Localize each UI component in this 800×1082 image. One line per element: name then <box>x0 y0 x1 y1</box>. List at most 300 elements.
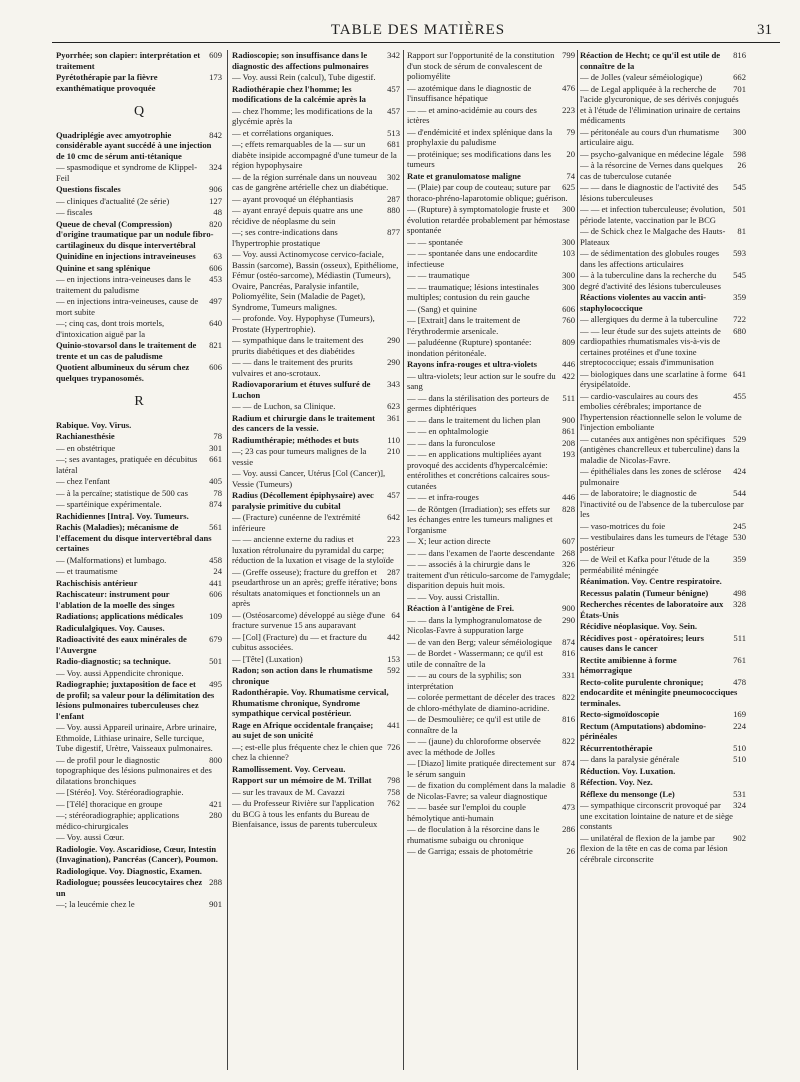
index-entry <box>580 84 746 126</box>
entry-page-number: 290 <box>562 614 575 625</box>
index-entry <box>56 611 222 622</box>
index-entry <box>56 72 222 93</box>
index-entry <box>407 780 575 801</box>
entry-text: Quinine et sang splénique <box>56 262 151 273</box>
entry-page-number: 510 <box>733 754 746 764</box>
index-entry <box>56 296 222 317</box>
entry-text: Rachidiennes [Intra]. Voy. Tumeurs. <box>56 510 189 521</box>
entry-page-number: 173 <box>209 72 222 82</box>
entry-text: Radius (Décollement épiphysaire) avec paralysie primitive du cubital <box>232 490 374 511</box>
entry-text: — spasmodique et syndrome de Klippel-Feil <box>56 162 198 183</box>
entry-text: — de Weil et Kafka pour l'étude de la perméabilité méningée <box>580 554 710 575</box>
index-entry <box>232 128 400 139</box>
index-entry <box>407 692 575 713</box>
entry-page-number: 662 <box>733 72 746 82</box>
column-divider <box>227 50 228 1070</box>
entry-page-number: 901 <box>209 899 222 909</box>
entry-page-number: 861 <box>562 426 575 436</box>
entry-text: — de Röntgen (Irradiation); ses effets sur les échanges entre les tumeurs malignes et l'organisme <box>407 503 553 535</box>
index-entry <box>407 393 575 414</box>
entry-page-number: 820 <box>209 218 222 229</box>
index-entry <box>407 149 575 170</box>
entry-text: — paludéenne (Rupture) spontanée: inondation péritonéale. <box>407 337 532 358</box>
index-entry <box>56 866 222 877</box>
index-entry <box>56 511 222 522</box>
entry-page-number: 359 <box>733 554 746 564</box>
entry-page-number: 342 <box>387 50 400 60</box>
index-entry <box>232 194 400 205</box>
entry-page-number: 421 <box>209 798 222 809</box>
index-entry <box>407 648 575 669</box>
entry-page-number: 510 <box>733 742 746 753</box>
entry-page-number: 457 <box>387 83 400 94</box>
entry-page-number: 679 <box>209 634 222 644</box>
index-entry <box>580 743 746 754</box>
entry-text: Rabique. Voy. Virus. <box>56 419 132 430</box>
entry-page-number: 208 <box>562 437 575 448</box>
index-entry <box>232 446 400 467</box>
entry-text: — — Voy. aussi Cristallin. <box>407 591 500 602</box>
entry-page-number: 874 <box>562 636 575 647</box>
entry-text: — unilatéral de flexion de la jambe par flexion de la tête en cas de coma par lésion cérébrale circonscrite <box>580 832 728 864</box>
entry-text: — cardio-vasculaires au cours des embolies cérébrales; importance de l'hypertension réactionnelle selon le volume de l'injection emboliante <box>580 390 742 432</box>
entry-text: — — basée sur l'emploi du couple hémolytique anti-humain <box>407 802 526 823</box>
entry-text: — épithéliales dans les zones de sclérose pulmonaire <box>580 466 722 487</box>
entry-text: — protéinique; ses modifications dans les tumeurs <box>407 148 551 169</box>
entry-page-number: 331 <box>562 670 575 680</box>
index-entry <box>232 72 400 83</box>
index-entry <box>407 670 575 691</box>
entry-text: Questions fiscales <box>56 184 121 194</box>
entry-text: —; 23 cas pour tumeurs malignes de la vessie <box>232 446 367 467</box>
entry-page-number: 606 <box>562 303 575 314</box>
index-entry <box>407 758 575 779</box>
index-entry <box>56 207 222 218</box>
index-entry <box>580 488 746 520</box>
index-entry <box>56 184 222 195</box>
entry-text: Quinio-stovarsol dans le traitement de trente et un cas de paludisme <box>56 340 197 361</box>
index-entry <box>580 621 746 632</box>
index-entry <box>580 326 746 368</box>
index-entry <box>56 454 222 475</box>
entry-text: — de Jolles (valeur séméiologique) <box>580 72 703 82</box>
index-entry <box>407 615 575 636</box>
entry-text: — de laboratoire; le diagnostic de l'inactivité ou de l'absence de la tuberculose par les <box>580 488 744 519</box>
entry-page-number: 476 <box>562 82 575 93</box>
index-entry <box>407 802 575 823</box>
index-entry <box>407 127 575 148</box>
index-entry <box>56 877 222 898</box>
index-entry <box>580 599 746 620</box>
entry-text: — — traumatique; lésions intestinales multiples; contusion du rein gauche <box>407 281 539 302</box>
entry-page-number: 906 <box>209 184 222 194</box>
entry-text: Recto-colite purulente chronique; endocardite et méningite pneumococciques terminales. <box>580 676 738 708</box>
index-entry <box>580 777 746 788</box>
entry-text: Rate et granulomatose maligne <box>407 170 521 181</box>
index-entry <box>407 592 575 603</box>
entry-page-number: 20 <box>566 148 575 159</box>
index-entry <box>407 282 575 303</box>
index-entry <box>56 420 222 431</box>
index-entry <box>56 755 222 787</box>
index-entry <box>580 292 746 313</box>
entry-text: Radiologique. Voy. Diagnostic, Examen. <box>56 865 202 876</box>
entry-page-number: 478 <box>733 676 746 687</box>
index-entry <box>580 182 746 203</box>
index-entry <box>56 318 222 339</box>
index-entry <box>56 844 222 865</box>
index-entry <box>56 431 222 442</box>
entry-text: — vaso-motrices du foie <box>580 520 666 531</box>
index-entry <box>580 369 746 390</box>
entry-page-number: 442 <box>387 631 400 642</box>
entry-text: Quotient albumineux du sérum chez quelques trypanosomés. <box>56 362 190 383</box>
entry-page-number: 799 <box>562 50 575 60</box>
entry-page-number: 324 <box>733 800 746 810</box>
entry-text: — — dans le traitement du lichen plan <box>407 414 541 425</box>
index-entry <box>580 800 746 832</box>
entry-text: — en injections intra-veineuses, cause de mort subite <box>56 296 199 317</box>
entry-text: Rachis (Maladies); mécanisme de l'effacement du disque intervertébral dans certaines <box>56 522 212 553</box>
entry-text: — — ancienne externe du radius et luxation rétrolunaire du pyramidal du carpe; réduction de la luxation et visage de la styloïde <box>232 534 394 565</box>
entry-text: — Voy. aussi Rein (calcul), Tube digestif. <box>232 72 376 82</box>
entry-text: — à la tuberculine dans la recherche du degré d'activité des lésions tuberculeuses <box>580 270 721 291</box>
index-entry <box>407 371 575 392</box>
entry-text: — azotémique dans le diagnostic de l'insuffisance hépatique <box>407 82 532 103</box>
entry-page-number: 816 <box>733 50 746 60</box>
index-entry <box>580 554 746 575</box>
index-entry <box>232 357 400 378</box>
entry-page-number: 625 <box>562 182 575 192</box>
entry-page-number: 268 <box>562 547 575 558</box>
index-entry <box>56 578 222 589</box>
entry-text: — de la région surrénale dans un nouveau cas de gangrène artérielle chez un diabétique. <box>232 171 389 192</box>
entry-page-number: 822 <box>562 736 575 746</box>
entry-page-number: 457 <box>387 105 400 116</box>
entry-page-number: 153 <box>387 653 400 664</box>
entry-page-number: 26 <box>566 846 575 856</box>
entry-text: — — et amino-acidémie au cours des ictères <box>407 104 537 125</box>
entry-text: Radio-diagnostic; sa technique. <box>56 656 171 666</box>
entry-text: — de van den Berg; valeur séméiologique <box>407 636 552 647</box>
index-entry <box>232 775 400 786</box>
entry-text: — vestibulaires dans les tumeurs de l'étage postérieur <box>580 532 729 553</box>
index-entry <box>580 576 746 587</box>
entry-page-number: 109 <box>209 611 222 621</box>
entry-page-number: 79 <box>566 126 575 137</box>
entry-text: — — dans le diagnostic de l'activité des lésions tuberculeuses <box>580 182 719 203</box>
index-entry <box>580 833 746 865</box>
index-entry <box>407 603 575 614</box>
index-entry <box>580 270 746 291</box>
entry-page-number: 726 <box>387 741 400 752</box>
index-entry <box>232 687 400 719</box>
entry-page-number: 598 <box>733 148 746 159</box>
index-entry <box>580 204 746 225</box>
entry-text: Rachiscateur: instrument pour l'ablation de la moelle des singes <box>56 589 175 610</box>
entry-page-number: 103 <box>562 248 575 258</box>
entry-text: — [Diazo] limite pratiquée directement sur le sérum sanguin <box>407 758 556 779</box>
entry-text: — — dans l'examen de l'aorte descendante <box>407 547 555 558</box>
entry-text: —; ses avantages, pratiquée en décubitus latéral <box>56 454 198 475</box>
entry-page-number: 701 <box>733 83 746 94</box>
entry-text: — de Bordet - Wassermann; ce qu'il est utile de connaître de la <box>407 648 544 669</box>
index-entry <box>580 50 746 71</box>
index-entry <box>56 810 222 831</box>
entry-page-number: 816 <box>562 714 575 724</box>
index-entry <box>407 504 575 536</box>
entry-text: — de Desmoulière; ce qu'il est utile de connaître de la <box>407 714 541 735</box>
entry-page-number: 641 <box>733 368 746 379</box>
entry-text: — — et infection tuberculeuse; évolution, période latente, vaccination par le BCG <box>580 204 726 225</box>
index-entry <box>580 434 746 466</box>
entry-text: Rachianesthésie <box>56 431 115 441</box>
index-entry <box>580 709 746 720</box>
entry-page-number: 606 <box>209 262 222 273</box>
index-entry <box>232 172 400 193</box>
entry-page-number: 473 <box>562 802 575 812</box>
entry-page-number: 561 <box>209 522 222 532</box>
index-entry <box>407 50 575 82</box>
entry-text: — [Stéréo]. Voy. Stéréoradiographie. <box>56 787 184 797</box>
index-entry <box>56 219 222 251</box>
entry-text: —; stéréoradiographie; applications médico-chirurgicales <box>56 810 180 831</box>
entry-text: — sur les travaux de M. Cavazzi <box>232 786 345 797</box>
entry-page-number: 287 <box>387 193 400 204</box>
index-entry <box>232 610 400 631</box>
entry-text: — Voy. aussi Cancer, Utérus [Col (Cancer)], Vessie (Tumeurs) <box>232 468 386 489</box>
index-entry <box>407 846 575 857</box>
entry-page-number: 286 <box>562 824 575 834</box>
index-entry <box>580 766 746 777</box>
entry-page-number: 223 <box>387 534 400 544</box>
entry-text: — — de Luchon, sa Clinique. <box>232 401 336 411</box>
index-entry <box>56 130 222 162</box>
index-entry <box>580 532 746 553</box>
entry-text: — de floculation à la résorcine dans le rhumatisme subaigu ou chronique <box>407 824 540 845</box>
index-entry <box>56 50 222 71</box>
entry-text: — — dans la lymphogranulomatose de Nicolas-Favre à suppuration large <box>407 614 542 635</box>
entry-text: — Voy. aussi Cœur. <box>56 832 125 842</box>
entry-text: — cutanées aux antigènes non spécifiques (antigènes chancrelleux et tuberculine) dans la maladie de Nicolas-Favre. <box>580 433 740 465</box>
index-entry <box>56 263 222 274</box>
entry-text: — colorée permettant de déceler des traces de chloro-méthylate de diamino-acridine. <box>407 692 555 713</box>
index-entry <box>232 379 400 400</box>
entry-page-number: 359 <box>733 292 746 302</box>
entry-text: — — au cours de la syphilis; son interprétation <box>407 670 522 691</box>
index-entry <box>56 476 222 487</box>
index-entry <box>407 426 575 437</box>
index-entry <box>232 50 400 71</box>
entry-page-number: 78 <box>213 431 222 441</box>
index-entry <box>56 443 222 454</box>
entry-text: Récidive néoplasique. Voy. Sein. <box>580 621 697 631</box>
index-entry <box>580 248 746 269</box>
entry-text: — — associés à la chirurgie dans le traitement d'un réticulo-sarcome de l'amygdale; disparition depuis huit mois. <box>407 559 571 590</box>
entry-text: Rachischisis antérieur <box>56 577 138 588</box>
entry-text: — de Garriga; essais de photométrie <box>407 846 533 856</box>
entry-text: — profonde. Voy. Hypophyse (Tumeurs), Prostate (Hypertrophie). <box>232 313 375 334</box>
index-entry <box>232 567 400 609</box>
entry-page-number: 900 <box>562 603 575 613</box>
entry-text: — (Ostéosarcome) développé au siège d'une fracture survenue 15 ans auparavant <box>232 609 386 630</box>
entry-page-number: 531 <box>733 788 746 799</box>
entry-text: Rectum (Amputations) abdomino-périnéales <box>580 720 707 741</box>
entry-text: Réaction de Hecht; ce qu'il est utile de connaître de la <box>580 50 721 71</box>
entry-page-number: 822 <box>562 692 575 702</box>
entry-page-number: 758 <box>387 786 400 797</box>
index-entry <box>56 522 222 554</box>
entry-page-number: 593 <box>733 248 746 258</box>
entry-page-number: 458 <box>209 554 222 565</box>
entry-page-number: 424 <box>733 466 746 476</box>
entry-text: Radium et chirurgie dans le traitement des cancers de la vessie. <box>232 412 375 433</box>
entry-text: — Voy. aussi Actinomycose cervico-faciale, Bassin (sarcome), Bassin (osseux), Epithéliome, Fémur (ostéo-sarcome), Médiastin (Tumeurs), Ovaire, Pancréas, Paralysie infantile, Poliomyélite, Sein (Maladie de Paget), Syndrome, Tumeurs malignes. <box>232 249 399 312</box>
entry-page-number: 288 <box>209 877 222 887</box>
page-header <box>60 22 776 42</box>
index-entry <box>232 512 400 533</box>
entry-page-number: 874 <box>209 499 222 509</box>
index-entry <box>232 534 400 566</box>
entry-text: — de Legal appliquée à la recherche de l'acide glycuronique, de ses dérivés conjugués et à l'étude de l'élimination urinaire de certains médicaments <box>580 83 741 125</box>
entry-page-number: 287 <box>387 566 400 577</box>
entry-text: — — dans la furonculose <box>407 437 496 448</box>
index-column-2 <box>232 50 400 1074</box>
index-entry <box>56 589 222 610</box>
entry-page-number: 511 <box>733 632 746 643</box>
entry-text: Rapport sur l'opportunité de la constitution d'un stock de sérum de convalescent de poliomyélite <box>407 50 555 81</box>
index-entry <box>580 655 746 676</box>
index-entry <box>56 274 222 295</box>
index-entry <box>580 391 746 433</box>
index-entry <box>407 315 575 336</box>
entry-page-number: 877 <box>387 227 400 237</box>
index-entry <box>232 335 400 356</box>
index-entry <box>232 401 400 412</box>
entry-page-number: 290 <box>387 335 400 345</box>
entry-text: Radonthérapie. Voy. Rhumatisme cervical, Rhumatisme chronique, Syndrome sympathique cervical postérieur. <box>232 687 389 718</box>
index-entry <box>580 127 746 148</box>
entry-page-number: 761 <box>733 654 746 665</box>
index-entry <box>56 799 222 810</box>
entry-page-number: 48 <box>213 207 222 217</box>
entry-text: —; la leucémie chez le <box>56 899 135 909</box>
index-entry <box>232 139 400 171</box>
entry-text: — de Schick chez le Malgache des Hauts-Plateaux <box>580 226 726 247</box>
entry-text: Quinidine en injections intraveineuses <box>56 251 196 261</box>
entry-text: Radioactivité des eaux minérales de l'Auvergne <box>56 634 187 655</box>
entry-text: Radiations; applications médicales <box>56 611 184 621</box>
index-entry <box>407 204 575 236</box>
entry-page-number: 809 <box>562 337 575 347</box>
index-column-3 <box>407 50 575 1074</box>
entry-page-number: 300 <box>733 126 746 137</box>
entry-text: — (Rupture) à symptomatologie fruste et évolution retardée probablement par hémostase spontanée <box>407 204 570 235</box>
index-column-4 <box>580 50 746 1074</box>
entry-text: Réactions violentes au vaccin anti-staphylococcique <box>580 292 707 313</box>
index-entry <box>407 304 575 315</box>
index-entry <box>407 237 575 248</box>
index-entry <box>56 722 222 754</box>
entry-page-number: 280 <box>209 810 222 820</box>
entry-page-number: 529 <box>733 433 746 444</box>
entry-page-number: 606 <box>209 589 222 599</box>
entry-page-number: 26 <box>737 160 746 170</box>
entry-text: Radiculalgiques. Voy. Causes. <box>56 622 165 633</box>
page-number: 31 <box>757 22 772 38</box>
entry-text: Queue de cheval (Compression) d'origine traumatique par un nodule fibro-cartilagineux du disque intervertébral <box>56 218 214 250</box>
index-entry <box>232 84 400 105</box>
entry-text: — — dans la stérilisation des porteurs de germes diphtériques <box>407 392 550 413</box>
entry-page-number: 78 <box>213 487 222 498</box>
entry-page-number: 81 <box>737 226 746 236</box>
index-entry <box>56 251 222 262</box>
index-entry <box>407 736 575 757</box>
entry-text: —; est-elle plus fréquente chez le chien que chez la chienne? <box>232 741 383 762</box>
entry-text: — — dans le traitement des prurits vulvaires et ano-scrotaux. <box>232 357 353 378</box>
entry-text: — chez l'homme; les modifications de la glycémie après la <box>232 105 373 126</box>
entry-text: —; ses contre-indications dans l'hypertrophie prostatique <box>232 227 338 248</box>
entry-page-number: 498 <box>733 587 746 598</box>
column-divider <box>403 50 404 1070</box>
index-entry <box>407 171 575 182</box>
entry-text: Recessus palatin (Tumeur bénigne) <box>580 587 709 598</box>
index-entry <box>232 313 400 334</box>
entry-text: — chez l'enfant <box>56 476 111 486</box>
entry-text: — et traumatisme <box>56 566 118 576</box>
entry-page-number: 210 <box>387 446 400 456</box>
index-entry <box>56 656 222 667</box>
entry-text: — [Col] (Fracture) du — et fracture du cubitus associées. <box>232 631 367 652</box>
index-entry <box>232 490 400 511</box>
index-entry <box>56 499 222 510</box>
index-entry <box>580 160 746 181</box>
index-entry <box>232 435 400 446</box>
entry-page-number: 302 <box>387 171 400 182</box>
index-entry <box>56 162 222 183</box>
entry-page-number: 441 <box>387 719 400 730</box>
entry-text: — cliniques d'actualité (2e série) <box>56 195 170 206</box>
entry-page-number: 301 <box>209 442 222 453</box>
entry-page-number: 900 <box>562 414 575 425</box>
index-entry <box>56 362 222 383</box>
entry-text: Radioscopie; son insuffisance dans le diagnostic des affections pulmonaires <box>232 50 369 71</box>
index-entry <box>580 226 746 247</box>
entry-text: — (Malformations) et lumbago. <box>56 554 167 565</box>
entry-text: — péritonéale au cours d'un rhumatisme articulaire aigu. <box>580 126 720 147</box>
entry-page-number: 245 <box>733 520 746 531</box>
entry-page-number: 328 <box>733 599 746 609</box>
index-entry <box>56 679 222 721</box>
entry-text: — de sédimentation des globules rouges dans les affections articulaires <box>580 248 720 269</box>
entry-text: Radiovaporarium et étuves sulfuré de Luchon <box>232 379 371 400</box>
entry-text: — [Télé] thoracique en groupe <box>56 798 163 809</box>
entry-text: — [Extrait] dans le traitement de l'érythrodermie arsenicale. <box>407 315 521 336</box>
entry-page-number: 74 <box>566 170 575 181</box>
entry-text: — d'endémicité et index splénique dans la prophylaxie du paludisme <box>407 126 553 147</box>
index-entry <box>580 789 746 800</box>
index-entry <box>407 337 575 358</box>
index-entry <box>580 633 746 654</box>
entry-page-number: 545 <box>733 270 746 280</box>
entry-text: Radon; son action dans le rhumatisme chronique <box>232 665 373 686</box>
entry-page-number: 422 <box>562 370 575 381</box>
index-entry <box>56 340 222 361</box>
entry-text: Pyorrhée; son clapier: interprétation et traitement <box>56 50 201 71</box>
section-letter: R <box>134 394 144 409</box>
entry-page-number: 193 <box>562 449 575 459</box>
section-letter: Q <box>133 104 145 119</box>
